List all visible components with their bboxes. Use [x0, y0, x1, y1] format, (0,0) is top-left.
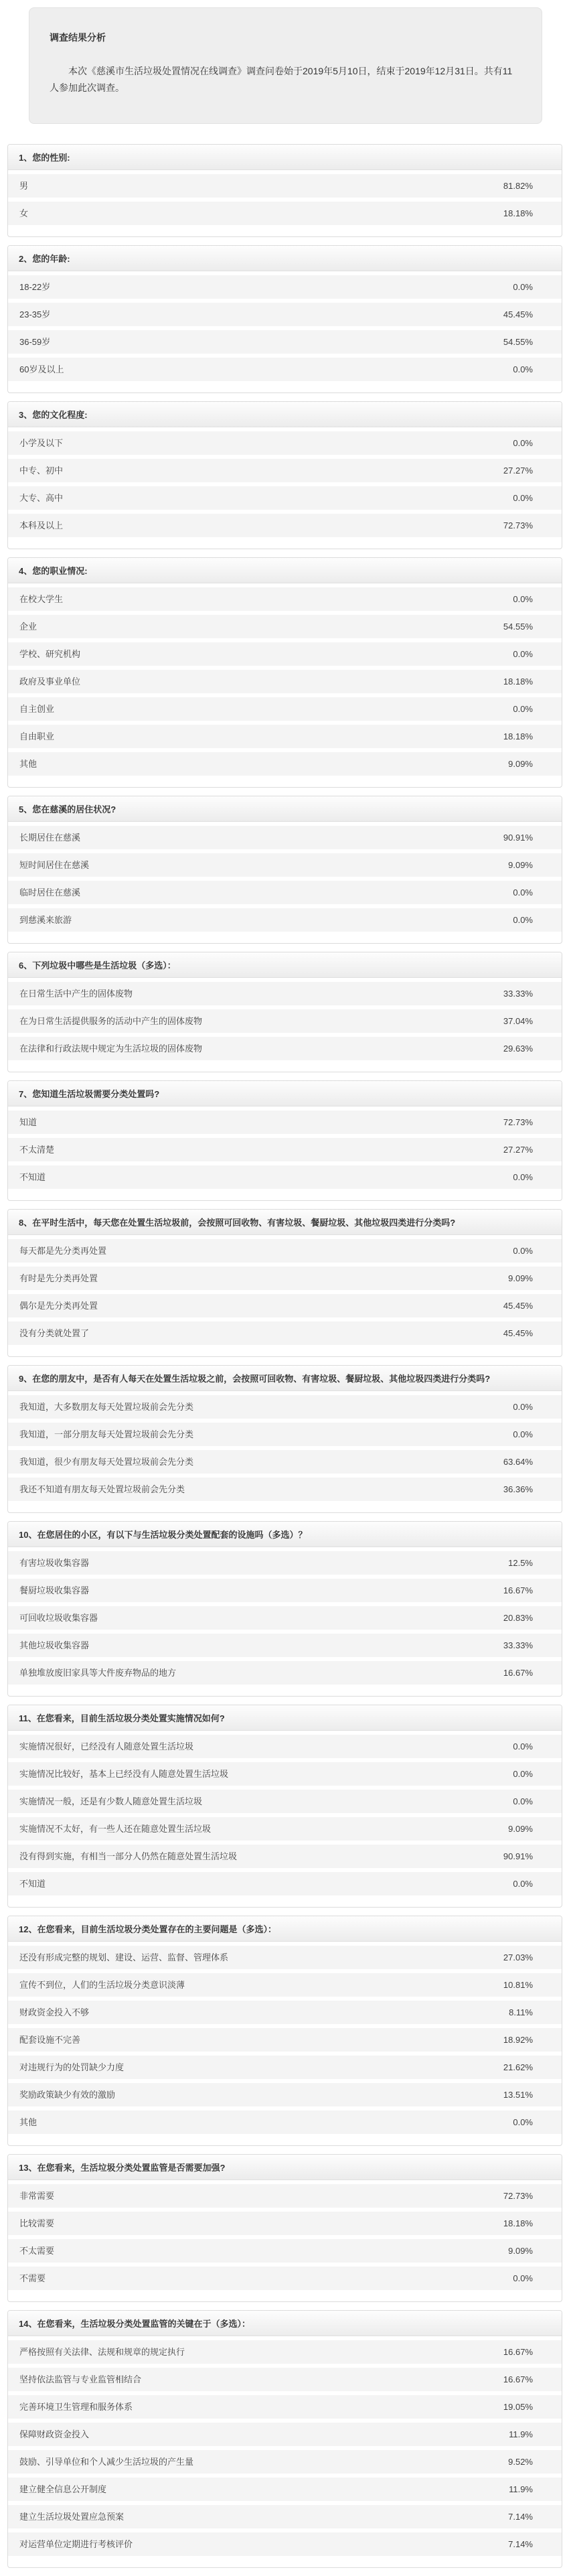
option-row — [8, 202, 562, 225]
option-row — [8, 1606, 562, 1630]
question-panel — [7, 796, 562, 944]
question-panel — [7, 144, 562, 237]
option-label: 完善环境卫生管理和服务体系 — [19, 2402, 133, 2413]
option-percent: 18.18% — [503, 2218, 533, 2229]
option-row — [8, 587, 562, 611]
option-percent: 9.09% — [508, 759, 533, 770]
option-row — [8, 2184, 562, 2208]
question-panel — [7, 1209, 562, 1357]
option-percent: 0.0% — [513, 1741, 533, 1752]
option-row — [8, 752, 562, 776]
option-label: 在日常生活中产生的固体废物 — [19, 989, 133, 999]
option-label: 实施情况不太好，有一些人还在随意处置生活垃圾 — [19, 1824, 212, 1835]
question-title: 5、您在慈溪的居住状况? — [8, 796, 562, 822]
question-panel — [7, 2310, 562, 2568]
option-row — [8, 1579, 562, 1602]
option-label: 我知道，很少有朋友每天处置垃圾前会先分类 — [19, 1457, 194, 1468]
option-label: 临时居住在慈溪 — [19, 887, 81, 898]
option-label: 对运营单位定期进行考核评价 — [19, 2539, 133, 2550]
option-row — [8, 2267, 562, 2290]
question-panel — [7, 1080, 562, 1201]
question-options — [8, 1551, 562, 1696]
option-label: 在校大学生 — [19, 594, 64, 605]
question-title: 6、下列垃圾中哪些是生活垃圾（多选）： — [8, 952, 562, 978]
question-panel — [7, 1705, 562, 1908]
option-label: 我知道，大多数朋友每天处置垃圾前会先分类 — [19, 1402, 194, 1413]
question-panel — [7, 557, 562, 788]
option-label: 没有得到实施，有相当一部分人仍然在随意处置生活垃圾 — [19, 1851, 238, 1862]
option-percent: 63.64% — [503, 1457, 533, 1468]
option-row — [8, 2056, 562, 2079]
option-label: 大专、高中 — [19, 493, 64, 504]
option-label: 学校、研究机构 — [19, 649, 81, 660]
option-row — [8, 1165, 562, 1189]
question-options — [8, 826, 562, 943]
option-label: 建立健全信息公开制度 — [19, 2484, 107, 2495]
option-percent: 90.91% — [503, 1851, 533, 1862]
option-row — [8, 2395, 562, 2419]
option-label: 有时是先分类再处置 — [19, 1273, 98, 1284]
option-row — [8, 174, 562, 198]
option-percent: 0.0% — [513, 915, 533, 926]
option-label: 实施情况很好，已经没有人随意处置生活垃圾 — [19, 1741, 194, 1752]
option-row — [8, 1790, 562, 1813]
question-title: 7、您知道生活垃圾需要分类处置吗? — [8, 1081, 562, 1106]
option-row — [8, 2083, 562, 2106]
option-row — [8, 1009, 562, 1033]
option-label: 有害垃圾收集容器 — [19, 1558, 90, 1569]
question-panel — [7, 952, 562, 1072]
option-row — [8, 459, 562, 482]
option-row — [8, 2368, 562, 2391]
option-label: 不太清楚 — [19, 1145, 55, 1155]
option-percent: 16.67% — [503, 1668, 533, 1678]
option-row — [8, 1973, 562, 1997]
option-percent: 0.0% — [513, 282, 533, 293]
question-title: 4、您的职业情况: — [8, 558, 562, 583]
option-label: 偶尔是先分类再处置 — [19, 1301, 98, 1311]
option-percent: 0.0% — [513, 594, 533, 605]
option-row — [8, 908, 562, 932]
option-label: 我还不知道有朋友每天处置垃圾前会先分类 — [19, 1484, 185, 1495]
option-percent: 27.03% — [503, 1952, 533, 1963]
option-percent: 33.33% — [503, 989, 533, 999]
option-percent: 11.9% — [509, 2484, 533, 2495]
option-label: 长期居住在慈溪 — [19, 833, 81, 843]
question-title: 11、在您看来，目前生活垃圾分类处置实施情况如何? — [8, 1705, 562, 1731]
option-percent: 36.36% — [503, 1484, 533, 1495]
option-label: 60岁及以上 — [19, 364, 64, 375]
question-panel — [7, 245, 562, 393]
option-percent: 7.14% — [508, 2512, 533, 2522]
option-row — [8, 725, 562, 748]
option-label: 企业 — [19, 622, 37, 632]
option-percent: 18.18% — [503, 676, 533, 687]
option-label: 在法律和行政法规中规定为生活垃圾的固体废物 — [19, 1044, 203, 1054]
option-row — [8, 1872, 562, 1895]
option-label: 单独堆放废旧家具等大件废弃物品的地方 — [19, 1668, 177, 1678]
option-row — [8, 1634, 562, 1657]
option-label: 不太需要 — [19, 2246, 55, 2257]
option-label: 每天都是先分类再处置 — [19, 1246, 107, 1257]
option-percent: 0.0% — [513, 438, 533, 449]
question-options — [8, 1239, 562, 1356]
option-row — [8, 2532, 562, 2556]
question-panel — [7, 1521, 562, 1697]
question-list — [7, 144, 562, 2568]
option-label: 严格按照有关法律、法规和规章的规定执行 — [19, 2347, 185, 2358]
option-row — [8, 1321, 562, 1345]
option-row — [8, 431, 562, 455]
question-panel — [7, 1916, 562, 2146]
option-label: 不知道 — [19, 1172, 46, 1183]
option-percent: 29.63% — [503, 1044, 533, 1054]
option-percent: 0.0% — [513, 1879, 533, 1889]
option-percent: 54.55% — [503, 337, 533, 348]
option-row — [8, 670, 562, 693]
question-options — [8, 587, 562, 787]
option-percent: 18.18% — [503, 208, 533, 219]
option-row — [8, 514, 562, 537]
option-percent: 9.09% — [508, 2246, 533, 2257]
option-row — [8, 2450, 562, 2474]
option-percent: 0.0% — [513, 1402, 533, 1413]
option-label: 到慈溪来旅游 — [19, 915, 72, 926]
option-row — [8, 1817, 562, 1841]
option-label: 女 — [19, 208, 29, 219]
option-percent: 72.73% — [503, 1117, 533, 1128]
option-label: 中专、初中 — [19, 466, 64, 476]
option-percent: 90.91% — [503, 833, 533, 843]
option-row — [8, 2028, 562, 2052]
option-row — [8, 2423, 562, 2446]
option-row — [8, 358, 562, 381]
question-title: 9、在您的朋友中，是否有人每天在处置生活垃圾之前，会按照可回收物、有害垃圾、餐厨垃圾、其他垃圾四类进行分类吗? — [8, 1366, 562, 1391]
option-label: 保障财政资金投入 — [19, 2429, 90, 2440]
option-row — [8, 697, 562, 721]
question-options — [8, 2340, 562, 2567]
option-percent: 0.0% — [513, 2117, 533, 2128]
option-row — [8, 853, 562, 877]
option-label: 不需要 — [19, 2273, 46, 2284]
question-options — [8, 982, 562, 1072]
option-percent: 45.45% — [503, 1328, 533, 1339]
option-row — [8, 826, 562, 849]
option-percent: 72.73% — [503, 2191, 533, 2202]
option-row — [8, 1037, 562, 1060]
option-label: 非常需要 — [19, 2191, 55, 2202]
question-options — [8, 1395, 562, 1512]
option-label: 餐厨垃圾收集容器 — [19, 1585, 90, 1596]
option-label: 实施情况比较好，基本上已经没有人随意处置生活垃圾 — [19, 1769, 229, 1780]
option-percent: 9.09% — [508, 860, 533, 871]
option-label: 短时间居住在慈溪 — [19, 860, 90, 871]
option-label: 我知道，一部分朋友每天处置垃圾前会先分类 — [19, 1429, 194, 1440]
option-label: 小学及以下 — [19, 438, 64, 449]
option-row — [8, 2239, 562, 2263]
option-row — [8, 1294, 562, 1317]
option-label: 知道 — [19, 1117, 37, 1128]
option-label: 18-22岁 — [19, 282, 51, 293]
option-percent: 0.0% — [513, 1796, 533, 1807]
option-row — [8, 1845, 562, 1868]
option-row — [8, 1395, 562, 1419]
question-panel — [7, 2154, 562, 2302]
option-label: 财政资金投入不够 — [19, 2007, 90, 2018]
option-label: 本科及以上 — [19, 520, 64, 531]
option-label: 在为日常生活提供服务的活动中产生的固体废物 — [19, 1016, 203, 1027]
option-label: 实施情况一般，还是有少数人随意处置生活垃圾 — [19, 1796, 203, 1807]
page-title: 调查结果分析 — [50, 32, 106, 43]
option-row — [8, 1478, 562, 1501]
option-label: 政府及事业单位 — [19, 676, 81, 687]
option-label: 其他垃圾收集容器 — [19, 1640, 90, 1651]
option-row — [8, 1762, 562, 1786]
option-label: 36-59岁 — [19, 337, 51, 348]
option-percent: 0.0% — [513, 649, 533, 660]
option-row — [8, 881, 562, 904]
option-label: 宣传不到位，人们的生活垃圾分类意识淡薄 — [19, 1980, 185, 1991]
option-percent: 10.81% — [503, 1980, 533, 1991]
survey-intro-panel — [29, 7, 542, 124]
option-percent: 37.04% — [503, 1016, 533, 1027]
option-row — [8, 2110, 562, 2134]
option-label: 比较需要 — [19, 2218, 55, 2229]
question-options — [8, 2184, 562, 2301]
option-percent: 11.9% — [509, 2429, 533, 2440]
option-row — [8, 982, 562, 1005]
option-row — [8, 1735, 562, 1758]
option-percent: 0.0% — [513, 1769, 533, 1780]
survey-summary-text: 本次《慈溪市生活垃圾处置情况在线调查》调查问卷始于2019年5月10日，结束于2019年12月31日。共有11人参加此次调查。 — [50, 66, 513, 94]
option-row — [8, 1239, 562, 1263]
option-percent: 45.45% — [503, 1301, 533, 1311]
option-percent: 81.82% — [503, 181, 533, 192]
option-row — [8, 1946, 562, 1969]
option-percent: 18.18% — [503, 731, 533, 742]
option-row — [8, 486, 562, 510]
option-percent: 16.67% — [503, 1585, 533, 1596]
option-label: 可回收垃圾收集容器 — [19, 1613, 98, 1624]
question-options — [8, 1946, 562, 2145]
option-percent: 0.0% — [513, 1172, 533, 1183]
option-label: 奖励政策缺少有效的激励 — [19, 2090, 116, 2100]
question-title: 2、您的年龄: — [8, 246, 562, 271]
question-panel — [7, 401, 562, 549]
option-row — [8, 1267, 562, 1290]
option-label: 23-35岁 — [19, 309, 51, 320]
option-row — [8, 303, 562, 326]
option-row — [8, 1661, 562, 1685]
option-percent: 0.0% — [513, 1429, 533, 1440]
option-row — [8, 1551, 562, 1575]
option-row — [8, 2340, 562, 2364]
option-percent: 18.92% — [503, 2035, 533, 2046]
option-percent: 16.67% — [503, 2374, 533, 2385]
option-row — [8, 642, 562, 666]
option-percent: 12.5% — [508, 1558, 533, 1569]
option-percent: 0.0% — [513, 1246, 533, 1257]
option-label: 不知道 — [19, 1879, 46, 1889]
question-title: 10、在您居住的小区，有以下与生活垃圾分类处置配套的设施吗（多选）？ — [8, 1522, 562, 1547]
option-label: 建立生活垃圾处置应急预案 — [19, 2512, 125, 2522]
question-title: 14、在您看来，生活垃圾分类处置监管的关键在于（多选）： — [8, 2311, 562, 2336]
option-row — [8, 1111, 562, 1134]
option-percent: 72.73% — [503, 520, 533, 531]
option-percent: 9.09% — [508, 1824, 533, 1835]
option-row — [8, 2505, 562, 2528]
option-label: 对违规行为的处罚缺少力度 — [19, 2062, 125, 2073]
option-percent: 19.05% — [503, 2402, 533, 2413]
question-options — [8, 1735, 562, 1907]
option-percent: 9.09% — [508, 1273, 533, 1284]
question-options — [8, 275, 562, 392]
option-percent: 33.33% — [503, 1640, 533, 1651]
option-percent: 7.14% — [508, 2539, 533, 2550]
option-percent: 0.0% — [513, 887, 533, 898]
option-row — [8, 2001, 562, 2024]
question-title: 13、在您看来，生活垃圾分类处置监管是否需要加强? — [8, 2155, 562, 2180]
question-options — [8, 431, 562, 549]
option-row — [8, 1450, 562, 1474]
option-row — [8, 275, 562, 299]
option-label: 坚持依法监管与专业监管相结合 — [19, 2374, 142, 2385]
option-label: 没有分类就处置了 — [19, 1328, 90, 1339]
option-row — [8, 615, 562, 638]
option-row — [8, 330, 562, 354]
option-percent: 0.0% — [513, 704, 533, 715]
option-label: 自主创业 — [19, 704, 55, 715]
option-label: 自由职业 — [19, 731, 55, 742]
option-row — [8, 2478, 562, 2501]
option-percent: 20.83% — [503, 1613, 533, 1624]
option-percent: 8.11% — [509, 2007, 533, 2018]
question-title: 12、在您看来，目前生活垃圾分类处置存在的主要问题是（多选）： — [8, 1916, 562, 1942]
option-percent: 0.0% — [513, 493, 533, 504]
question-title: 8、在平时生活中，每天您在处置生活垃圾前，会按照可回收物、有害垃圾、餐厨垃圾、其他垃圾四类进行分类吗? — [8, 1210, 562, 1235]
option-percent: 27.27% — [503, 466, 533, 476]
option-row — [8, 2212, 562, 2235]
option-label: 男 — [19, 181, 29, 192]
option-percent: 0.0% — [513, 364, 533, 375]
option-label: 配套设施不完善 — [19, 2035, 81, 2046]
option-percent: 9.52% — [508, 2457, 533, 2467]
option-row — [8, 1138, 562, 1161]
option-label: 其他 — [19, 759, 37, 770]
option-percent: 16.67% — [503, 2347, 533, 2358]
option-percent: 13.51% — [503, 2090, 533, 2100]
question-options — [8, 1111, 562, 1200]
option-percent: 0.0% — [513, 2273, 533, 2284]
option-label: 其他 — [19, 2117, 37, 2128]
option-percent: 54.55% — [503, 622, 533, 632]
option-label: 鼓励、引导单位和个人减少生活垃圾的产生量 — [19, 2457, 194, 2467]
question-title: 1、您的性别: — [8, 145, 562, 170]
option-row — [8, 1423, 562, 1446]
option-label: 还没有形成完整的规划、建设、运营、监督、管理体系 — [19, 1952, 229, 1963]
question-panel — [7, 1365, 562, 1513]
question-options — [8, 174, 562, 236]
question-title: 3、您的文化程度: — [8, 402, 562, 427]
option-percent: 45.45% — [503, 309, 533, 320]
option-percent: 21.62% — [503, 2062, 533, 2073]
option-percent: 27.27% — [503, 1145, 533, 1155]
